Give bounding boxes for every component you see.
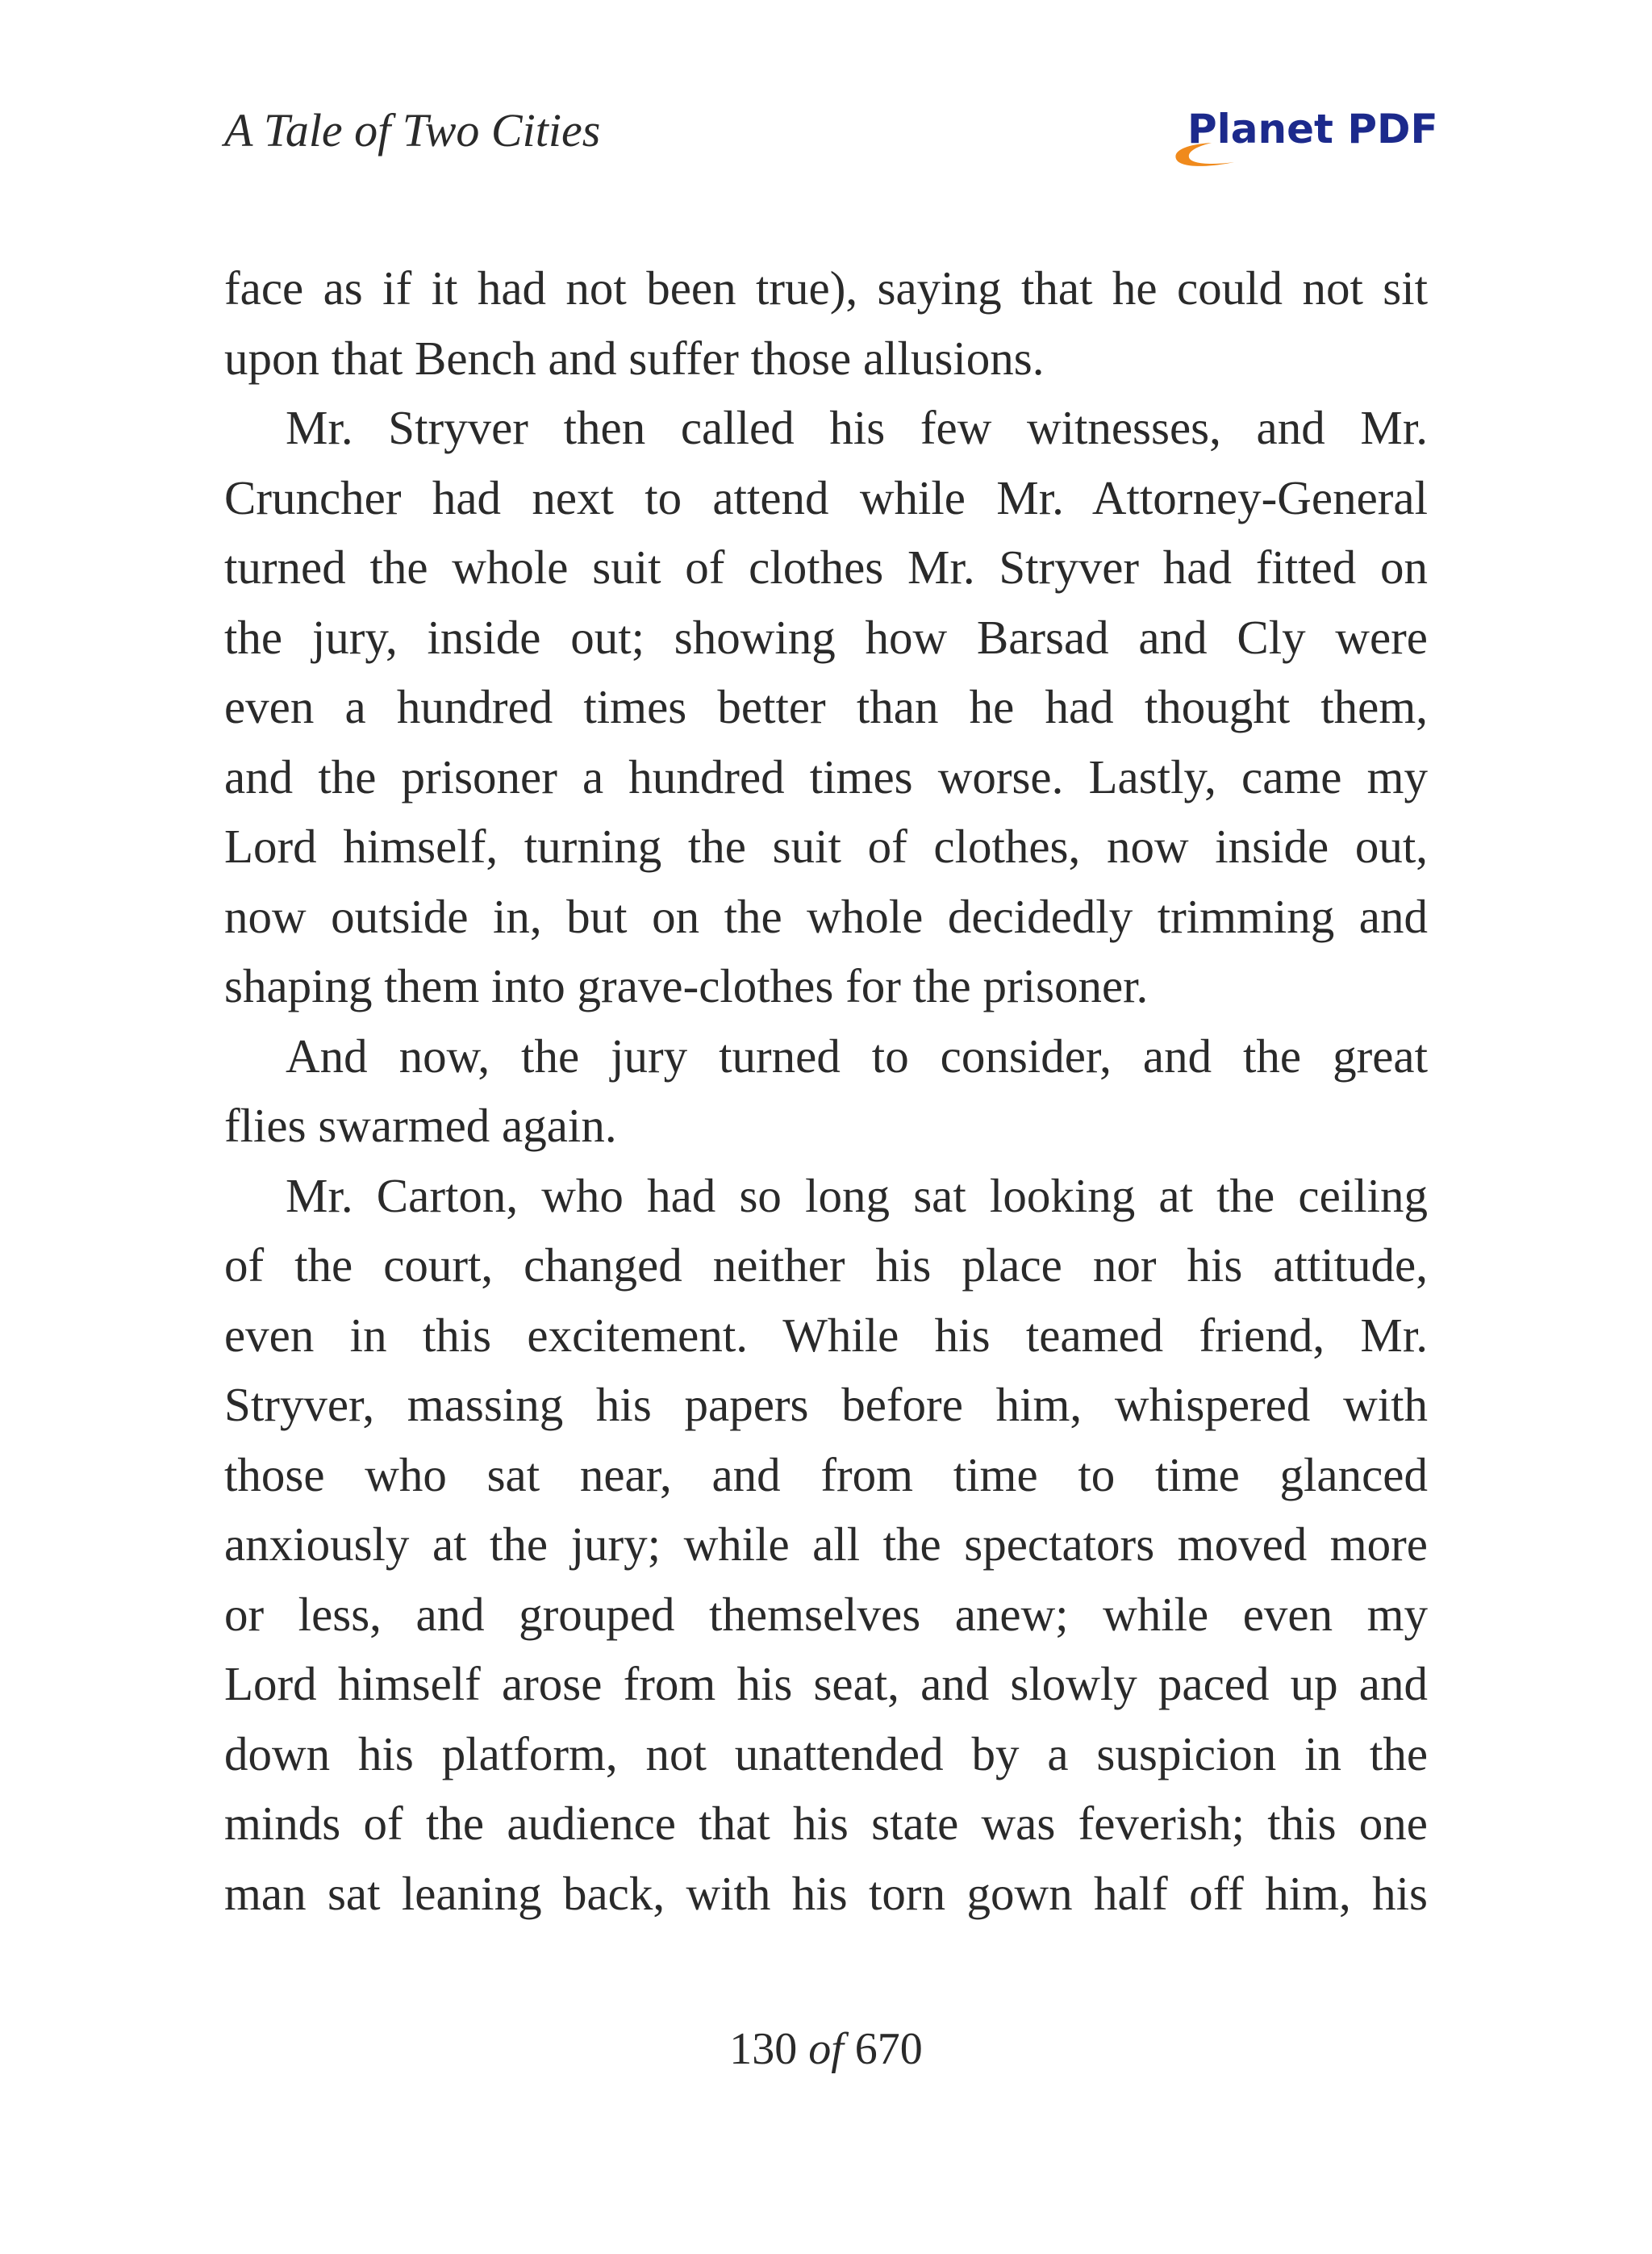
text-line: Lord himself, turning the suit of clothes, now inside out,: [224, 820, 1428, 873]
text-line: even in this excitement. While his teamed friend, Mr.: [224, 1308, 1428, 1362]
text-line: Cruncher had next to attend while Mr. Attorney-General: [224, 470, 1428, 524]
text-line: even a hundred times better than he had thought them,: [224, 680, 1428, 733]
total-page-count: 670: [854, 2024, 923, 2074]
text-line: anxiously at the jury; while all the spectators moved more: [224, 1517, 1428, 1571]
book-title: A Tale of Two Cities: [224, 104, 601, 157]
page-header: [0, 0, 1652, 194]
text-line: or less, and grouped themselves anew; while even my: [224, 1587, 1428, 1641]
text-line: minds of the audience that his state was feverish; this one: [224, 1797, 1428, 1850]
text-line: those who sat near, and from time to time glanced: [224, 1447, 1428, 1501]
planet-pdf-logo: [1162, 101, 1438, 173]
text-line: shaping them into grave-clothes for the prisoner.: [224, 959, 1149, 1012]
page-of-label: of: [808, 2024, 844, 2074]
text-line: turned the whole suit of clothes Mr. Stryver had fitted on: [224, 541, 1428, 594]
text-line: face as if it had not been true), saying that he could not sit: [224, 261, 1428, 315]
current-page-number: 130: [729, 2024, 798, 2074]
text-line: Mr. Carton, who had so long sat looking at the ceiling: [286, 1168, 1428, 1222]
text-line: now outside in, but on the whole decidedly trimming and: [224, 889, 1428, 943]
text-line: down his platform, not unattended by a suspicion in the: [224, 1726, 1428, 1780]
page-body: [224, 253, 1428, 1928]
text-line: man sat leaning back, with his torn gown half off him, his: [224, 1866, 1428, 1920]
page-number-footer: [0, 2023, 1652, 2075]
text-line: flies swarmed again.: [224, 1099, 617, 1152]
logo-text: Planet PDF: [1187, 106, 1438, 152]
text-line: Stryver, massing his papers before him, whispered with: [224, 1378, 1428, 1431]
text-line: Mr. Stryver then called his few witnesses, and Mr.: [286, 401, 1428, 454]
text-line: and the prisoner a hundred times worse. Lastly, came my: [224, 749, 1428, 804]
text-line: And now, the jury turned to consider, and the great: [286, 1029, 1428, 1083]
text-line: upon that Bench and suffer those allusions.: [224, 331, 1045, 385]
text-line: the jury, inside out; showing how Barsad and Cly were: [224, 610, 1428, 664]
text-line: of the court, changed neither his place nor his attitude,: [224, 1238, 1428, 1292]
text-line: Lord himself arose from his seat, and slowly paced up and: [224, 1657, 1428, 1710]
